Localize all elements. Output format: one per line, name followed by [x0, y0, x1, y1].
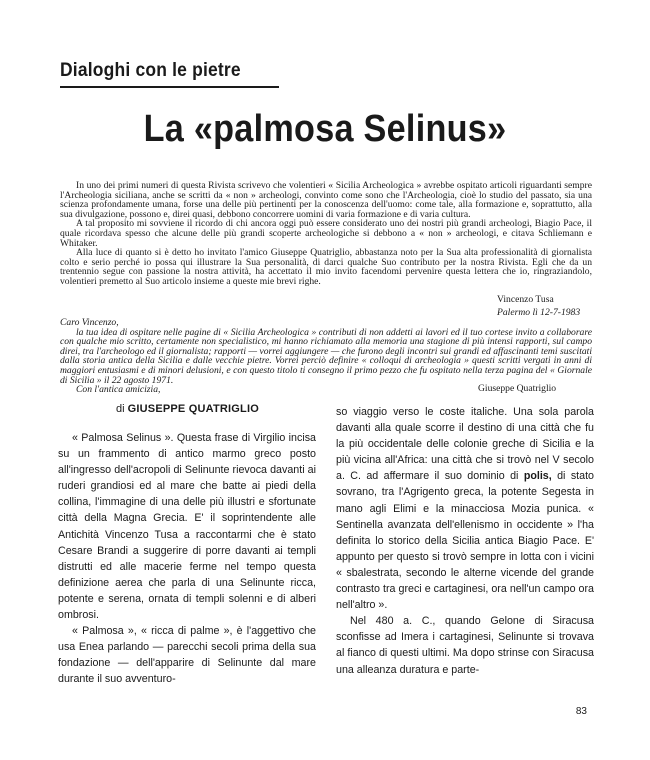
- article-paragraph: « Palmosa Selinus ». Questa frase di Virgilio incisa su un frammento di antico marmo greco posto all'ingresso dell'acropoli di Selinunte rievoca davanti ai ruderi grandiosi ed al mare che batte ai piedi della collina, l'immagine di una delle più illustri e sfortunate città della Magna Grecia. E' il soprintendente alle Antichità Vincenzo Tusa a raccontarmi che è stato Cesare Brandi a suggerire di porre davanti ai templi distrutti ed alle macerie ferme nel tempo questa definizione aerea che parla di una Selinunte ricca, potente e serena, ornata di templi solenni e di alberi ombrosi.: [58, 432, 316, 622]
- article-title: La «palmosa Selinus»: [143, 108, 507, 150]
- letter-body: la tua idea di ospitare nelle pagine di « Sicilia Archeologica » contributi di non addetti ai lavori ed il tuo cortese invito a collaborare con qualche mio scritto, certamente non specialistico, mi hanno richiamato alla memoria una stagione di più intensi rapporti, sul campo direi, tra l'archeologo ed il giornalista; rapporti — vorrei aggiungere — che furono degli incontri sui grandi ed affascinanti temi suscitati dalla storia antica della Sicilia e dalle vecchie pietre. Vorrei perciò definire « colloqui di archeologia » questi scritti vergati in anni di maggiori entusiasmi e di minori delusioni, e con questo titolo ti consegno il primo pezzo che fu ospitato nella terza pagina del « Giornale di Sicilia » il 22 agosto 1971.: [60, 326, 592, 386]
- editor-introduction: [60, 181, 592, 287]
- intro-paragraph: Alla luce di quanto si è detto ho invitato l'amico Giuseppe Quatriglio, abbastanza noto per la Sua alta professionalità di giornalista colto e serio perché io possa qui illustrare la Sua personalità, di darci qualche Suo contributo per la nostra Rivista. Egli che da un trentennio segue con passione la nostra attività, ha accettato il mio invito facendomi pervenire questa lettera che io, ringraziandolo, volentieri premetto al Suo articolo insieme a queste mie brevi righe.: [60, 247, 592, 287]
- section-heading: Dialoghi con le pietre: [60, 60, 241, 81]
- intro-paragraph: A tal proposito mi sovviene il ricordo di chi ancora oggi può essere considerato uno dei nostri più grandi archeologi, Biagio Pace, il quale ricordava spesso che alcune delle più grandi scoperte archeologiche si debbono a « non » archeologi, e citava Schliemann e Whitaker.: [60, 218, 592, 249]
- intro-paragraph: In uno dei primi numeri di questa Rivista scrivevo che volentieri « Sicilia Archeologica » avrebbe ospitato articoli riguardanti sempre l'Archeologia siciliana, anche se scritti da « non » archeologi, convinto come sono che l'Archeologia, cioè lo studio del passato, sia una scienza profondamente umana, forse una delle più pertinenti per la conoscenza dell'uomo: come tale, alla formazione e, soprattutto, alla sua divulgazione, possono e, direi quasi, debbono concorrere uomini di varia formazione e di varia cultura.: [60, 180, 592, 220]
- article-text: so viaggio verso le coste italiche. Una sola parola davanti alla quale scorre il destino di una città che fu la più occidentale delle colonie greche di Sicilia e la più vicina all'Africa: una città che si trovò nel V secolo a. C. ad affermare il suo dominio di: [336, 406, 594, 483]
- article-column-right: [336, 404, 594, 678]
- byline-author: GIUSEPPE QUATRIGLIO: [127, 403, 259, 415]
- letter-salutation: Caro Vincenzo,: [60, 317, 119, 328]
- byline: [116, 403, 259, 415]
- article-paragraph: « Palmosa », « ricca di palme », è l'aggettivo che usa Enea parlando — parecchi secoli prima della sua fondazione — dell'apparire di Selinunte dal mare durante il suo avventuro-: [58, 625, 316, 686]
- intro-signature: Vincenzo Tusa: [497, 294, 554, 305]
- article-text: di stato sovrano, tra l'Agrigento greca, la potente Segesta in mano agli Elimi e la minacciosa Mozia punica. « Sentinella avanzata dell'ellenismo in occidente » l'ha definita lo storico della Sicilia antica Biagio Pace. E' appunto per questo si trovò sempre in lotta con i vicini « sbalestrata, secondo le alterne vicende del grande contrasto tra greci e cartaginesi, ora nell'un campo ora nell'altro ».: [336, 470, 594, 612]
- intro-place-date: Palermo lì 12-7-1983: [497, 307, 581, 318]
- article-bold-term: polis,: [523, 470, 552, 483]
- section-heading-underline: [60, 86, 279, 88]
- letter-closing: Con l'antica amicizia,: [76, 384, 161, 396]
- article-paragraph: [336, 404, 594, 613]
- page-number: 83: [575, 706, 587, 717]
- letter-signature: Giuseppe Quatriglio: [478, 383, 557, 394]
- byline-prefix: di: [116, 403, 125, 415]
- article-paragraph: Nel 480 a. C., quando Gelone di Siracusa sconfisse ad Imera i cartaginesi, Selinunte si trovava al fianco di questi ultimi. Ma dopo strinse con Siracusa una alleanza duratura e parte-: [336, 615, 594, 676]
- article-column-left: [58, 430, 316, 688]
